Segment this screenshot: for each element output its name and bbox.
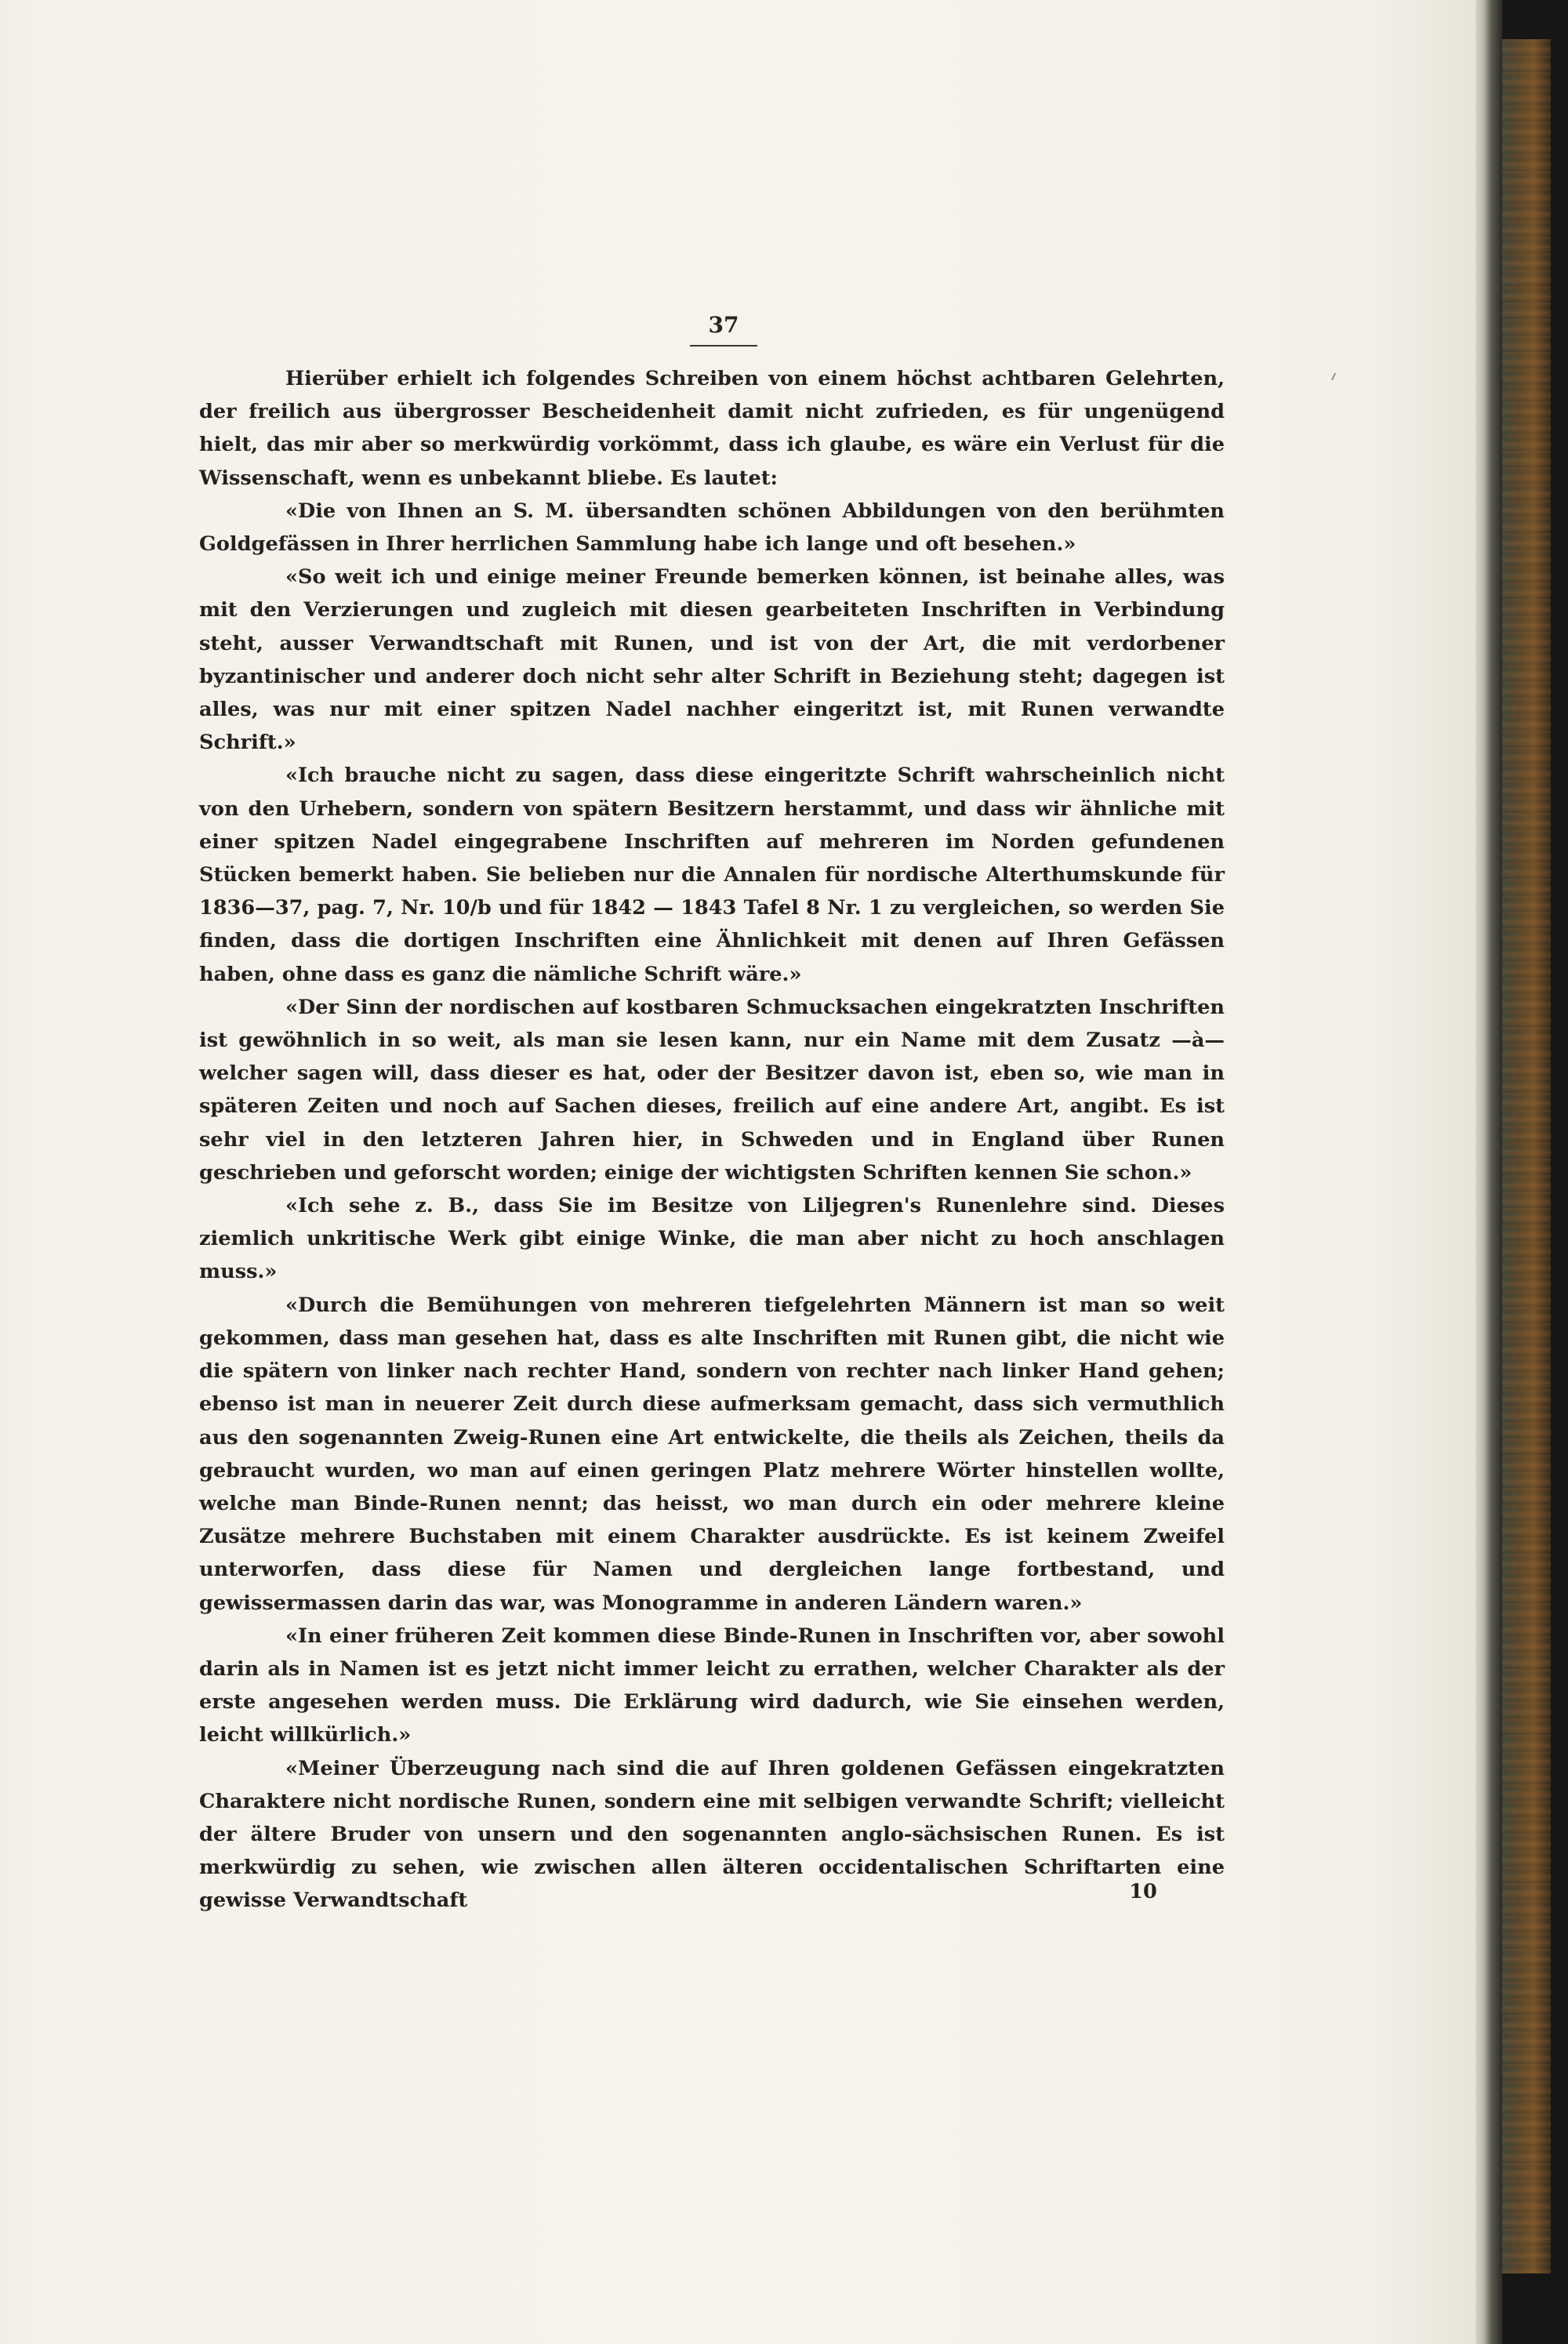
page-edge-shadow bbox=[1475, 0, 1502, 2344]
paragraph: Hierüber erhielt ich folgendes Schreiben von einem höchst achtbaren Gelehrten, der freilich aus übergrosser Bescheidenheit damit nicht zufrieden, es für ungenügend hielt, das mir aber so merkwürdig vorkömmt, dass ich glaube, es wäre ein Verlust für die Wissenschaft, wenn es unbekannt bliebe. Es lautet: bbox=[199, 367, 1225, 490]
header-rule bbox=[690, 345, 757, 347]
paragraph: «In einer früheren Zeit kommen diese Binde-Runen in Inschriften vor, aber sowohl darin als in Namen ist es jetzt nicht immer leicht zu errathen, welcher Charakter als der erste angesehen werden muss. Die Erklärung wird dadurch, wie Sie einsehen werden, leicht willkürlich.» bbox=[199, 1624, 1225, 1747]
paragraph: «Ich sehe z. B., dass Sie im Besitze von Liljegren's Runenlehre sind. Dieses ziemlich unkritische Werk gibt einige Winke, die man aber nicht zu hoch anschlagen muss.» bbox=[199, 1194, 1225, 1284]
paragraph: «Meiner Überzeugung nach sind die auf Ihren goldenen Gefässen eingekratzten Charaktere nicht nordische Runen, sondern eine mit selbigen verwandte Schrift; vielleicht der ältere Bruder von unsern und den sogenannten anglo-sächsischen Runen. Es ist merkwürdig zu sehen, wie zwischen allen älteren occidentalischen Schriftarten eine gewisse Verwandtschaft bbox=[199, 1756, 1225, 1913]
book-cover-edge bbox=[1502, 39, 1551, 2273]
paragraph: «Der Sinn der nordischen auf kostbaren Schmucksachen eingekratzten Inschriften ist gewöhnlich in so weit, als man sie lesen kann, nur ein Name mit dem Zusatz —à— welcher sagen will, dass dieser es hat, oder der Besitzer davon ist, eben so, wie man in späteren Zeiten und noch auf Sachen dieses, freilich auf eine andere Art, angibt. Es ist sehr viel in den letzteren Jahren hier, in Schweden und in England über Runen geschrieben und geforscht worden; einige der wichtigsten Schriften kennen Sie schon.» bbox=[199, 995, 1225, 1185]
paragraph: «Die von Ihnen an S. M. übersandten schönen Abbildungen von den berühmten Goldgefässen in Ihrer herrlichen Sammlung habe ich lange und oft besehen.» bbox=[199, 499, 1225, 557]
paragraph: «Durch die Bemühungen von mehreren tiefgelehrten Männern ist man so weit gekommen, dass man gesehen hat, dass es alte Inschriften mit Runen gibt, die nicht wie die spätern von linker nach rechter Hand, sondern von rechter nach linker Hand gehen; ebenso ist man in neuerer Zeit durch diese aufmerksam gemacht, dass sich vermuthlich aus den sogenannten Zweig-Runen eine Art entwickelte, die theils als Zeichen, theils da gebraucht wurden, wo man auf einen geringen Platz mehrere Wörter hinstellen wollte, welche man Binde-Runen nennt; das heisst, wo man durch ein oder mehrere kleine Zusätze mehrere Buchstaben mit einem Charakter ausdrückte. Es ist keinem Zweifel unterworfen, dass diese für Namen und dergleichen lange fortbestand, und gewissermassen darin das war, was Monogramme in anderen Ländern waren.» bbox=[199, 1293, 1225, 1615]
page-number: 37 bbox=[708, 312, 739, 338]
body-text bbox=[199, 362, 1225, 1918]
margin-mark bbox=[1331, 373, 1341, 380]
signature-mark: 10 bbox=[1129, 1880, 1157, 1903]
paragraph: «Ich brauche nicht zu sagen, dass diese eingeritzte Schrift wahrscheinlich nicht von den Urhebern, sondern von spätern Besitzern herstammt, und dass wir ähnliche mit einer spitzen Nadel eingegrabene Inschriften auf mehreren im Norden gefundenen Stücken bemerkt haben. Sie belieben nur die Annalen für nordische Alterthumskunde für 1836—37, pag. 7, Nr. 10/b und für 1842 — 1843 Tafel 8 Nr. 1 zu vergleichen, so werden Sie finden, dass die dortigen Inschriften eine Ähnlichkeit mit denen auf Ihren Gefässen haben, ohne dass es ganz die nämliche Schrift wäre.» bbox=[199, 764, 1225, 986]
paragraph: «So weit ich und einige meiner Freunde bemerken können, ist beinahe alles, was mit den Verzierungen und zugleich mit diesen gearbeiteten Inschriften in Verbindung steht, ausser Verwandtschaft mit Runen, und ist von der Art, die mit verdorbener byzantinischer und anderer doch nicht sehr alter Schrift in Beziehung steht; dagegen ist alles, was nur mit einer spitzen Nadel nachher eingeritzt ist, mit Runen verwandte Schrift.» bbox=[199, 565, 1225, 755]
